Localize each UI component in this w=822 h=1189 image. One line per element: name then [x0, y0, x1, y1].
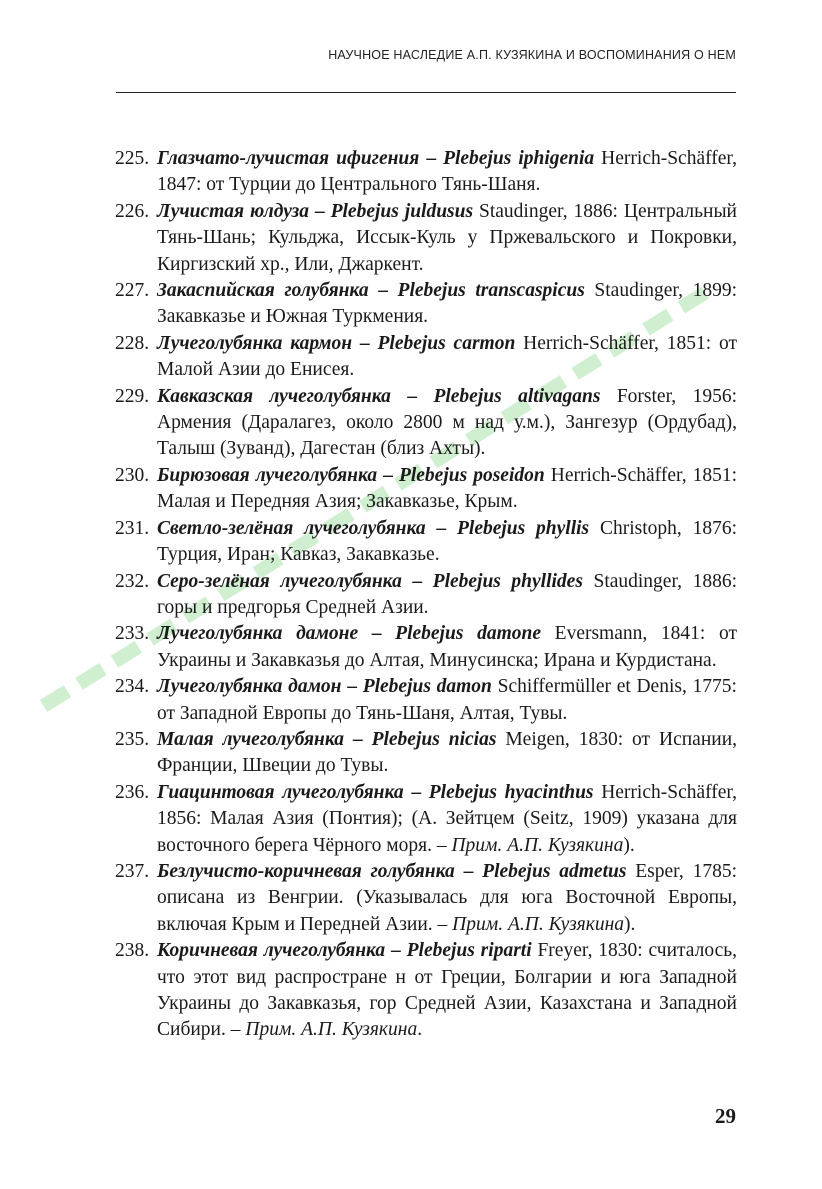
entry-text: Herrich-Schäffer, 1856: Малая Азия (Понтия); (А. Зейтцем (Seitz, 1909) указана для восточного берега Чёрного моря. –: [157, 781, 738, 856]
entry-tail: .: [417, 1019, 423, 1041]
dash: –: [352, 332, 378, 354]
latin-name: Plebejus altivagans: [433, 385, 601, 407]
entry-text: Staudinger, 1899: Закавказье и Южная Туркмения.: [157, 280, 737, 328]
dash: –: [385, 940, 407, 962]
list-item: [115, 384, 738, 463]
list-item: [115, 621, 737, 674]
russian-name: Светло-зелёная лучеголубянка: [157, 517, 426, 539]
list-item: [115, 859, 737, 938]
entry-text: Herrich-Schäffer, 1851: от Малой Азии до Енисея.: [157, 332, 737, 381]
russian-name: Кавказская лучеголубянка: [157, 385, 391, 407]
editor-note: Прим. А.П. Кузякина: [245, 1019, 418, 1041]
entry-number: 232.: [115, 570, 150, 592]
list-item: [115, 331, 737, 384]
list-item: [115, 727, 738, 780]
list-item: [115, 938, 738, 1044]
russian-name: Закаспийская голубянка: [157, 280, 369, 302]
entry-number: 228.: [115, 332, 150, 354]
russian-name: Серо-зелёная лучеголубянка: [157, 570, 402, 592]
entry-text: Schiffermüller et Denis, 1775: от Западной Европы до Тянь-Шаня, Алтая, Тувы.: [157, 676, 737, 724]
russian-name: Лучеголубянка кармон: [157, 332, 353, 354]
entry-text: Christoph, 1876: Турция, Иран; Кавказ, Закавказье.: [157, 517, 738, 566]
dash: –: [419, 148, 444, 169]
russian-name: Лучеголубянка дамоне: [157, 623, 359, 645]
russian-name: Коричневая лучеголубянка: [157, 940, 386, 962]
entry-number: 225.: [115, 148, 150, 169]
entry-text: Staudinger, 1886: Центральный Тянь-Шань; Кульджа, Иссык-Куль у Пржевальского и Покровки, Киргизский хр., Или, Джаркент.: [157, 200, 737, 275]
dash: –: [341, 676, 363, 698]
entry-text: Esper, 1785: описана из Венгрии. (Указывалась для юга Восточной Европы, включая Крым и Передней Азии. –: [157, 860, 737, 935]
list-item: [115, 146, 737, 199]
editor-note: Прим. А.П. Кузякина: [452, 913, 625, 935]
dash: –: [425, 517, 457, 539]
entry-number: 233.: [115, 623, 150, 645]
entry-number: 230.: [115, 464, 150, 486]
entry-number: 227.: [115, 280, 150, 302]
dash: –: [377, 464, 399, 486]
entry-number: 237.: [115, 860, 150, 882]
latin-name: Plebejus nicias: [371, 728, 497, 750]
dash: –: [401, 570, 433, 592]
entry-text: Meigen, 1830: от Испании, Франции, Швеции до Тувы.: [157, 728, 738, 777]
latin-name: Plebejus carmon: [377, 332, 516, 354]
russian-name: Малая лучеголубянка: [157, 728, 344, 750]
latin-name: Plebejus juldusus: [330, 200, 474, 222]
latin-name: Plebejus damone: [395, 623, 541, 645]
entry-number: 234.: [115, 676, 150, 698]
latin-name: Plebejus damon: [362, 676, 492, 698]
entry-number: 238.: [115, 940, 150, 962]
entry-text: Eversmann, 1841: от Украины и Закавказья до Алтая, Минусинска; Ирана и Курдистана.: [157, 623, 737, 671]
entry-number: 226.: [115, 200, 150, 222]
dash: –: [308, 200, 331, 222]
russian-name: Бирюзовая лучеголубянка: [157, 464, 378, 486]
entry-number: 235.: [115, 728, 150, 750]
latin-name: Plebejus phyllides: [432, 570, 583, 592]
russian-name: Безлучисто-коричневая голубянка: [157, 860, 455, 882]
entry-number: 231.: [115, 517, 150, 539]
latin-name: Plebejus hyacinthus: [428, 781, 594, 803]
page-number: 29: [715, 1104, 736, 1128]
dash: –: [454, 860, 483, 882]
entry-tail: ).: [624, 913, 636, 935]
list-item: [115, 463, 738, 516]
latin-name: Plebejus phyllis: [457, 517, 590, 539]
latin-name: Plebejus admetus: [482, 860, 627, 882]
dash: –: [390, 385, 434, 407]
species-list: [115, 146, 738, 1044]
russian-name: Лучеголубянка дамон: [157, 676, 342, 698]
entry-number: 236.: [115, 781, 150, 803]
running-header: НАУЧНОЕ НАСЛЕДИЕ А.П. КУЗЯКИНА И ВОСПОМИНАНИЯ О НЕМ: [328, 48, 736, 62]
latin-name: Plebejus poseidon: [398, 464, 545, 486]
entry-text: Herrich-Schäffer, 1851: Малая и Передняя Азия; Закавказье, Крым.: [157, 464, 738, 513]
dash: –: [358, 623, 396, 645]
russian-name: Глазчато-лучистая ифигения: [157, 148, 420, 169]
entry-text: Staudinger, 1886: горы и предгорья Средней Азии.: [157, 570, 738, 618]
latin-name: Plebejus iphigenia: [443, 148, 595, 169]
list-item: [115, 278, 737, 331]
editor-note: Прим. А.П. Кузякина: [451, 834, 624, 856]
entry-text: Herrich-Schäffer, 1847: от Турции до Центрального Тянь-Шаня.: [157, 148, 737, 196]
list-item: [115, 780, 738, 859]
russian-name: Лучистая юлдуза: [157, 200, 309, 222]
entry-text: Freyer, 1830: считалось, что этот вид распростране н от Греции, Болгарии и юга Западной Украины до Закавказья, гор Средней Азии, Казахстана и Западной Сибири. –: [157, 940, 738, 1041]
dash: –: [368, 280, 398, 302]
header-rule: [116, 92, 736, 93]
list-item: [115, 674, 737, 727]
list-item: [115, 199, 737, 278]
latin-name: Plebejus transcaspicus: [397, 280, 585, 302]
list-item: [115, 569, 738, 622]
dash: –: [343, 728, 372, 750]
entry-number: 229.: [115, 385, 150, 407]
dash: –: [403, 781, 429, 803]
latin-name: Plebejus riparti: [406, 940, 532, 962]
entry-tail: ).: [623, 834, 635, 856]
russian-name: Гиацинтовая лучеголубянка: [157, 781, 404, 803]
entry-text: Forster, 1956: Армения (Даралагез, около 2800 м над у.м.), Зангезур (Ордубад), Талыш (Зуванд), Дагестан (близ Ахты).: [157, 385, 738, 460]
list-item: [115, 516, 738, 569]
